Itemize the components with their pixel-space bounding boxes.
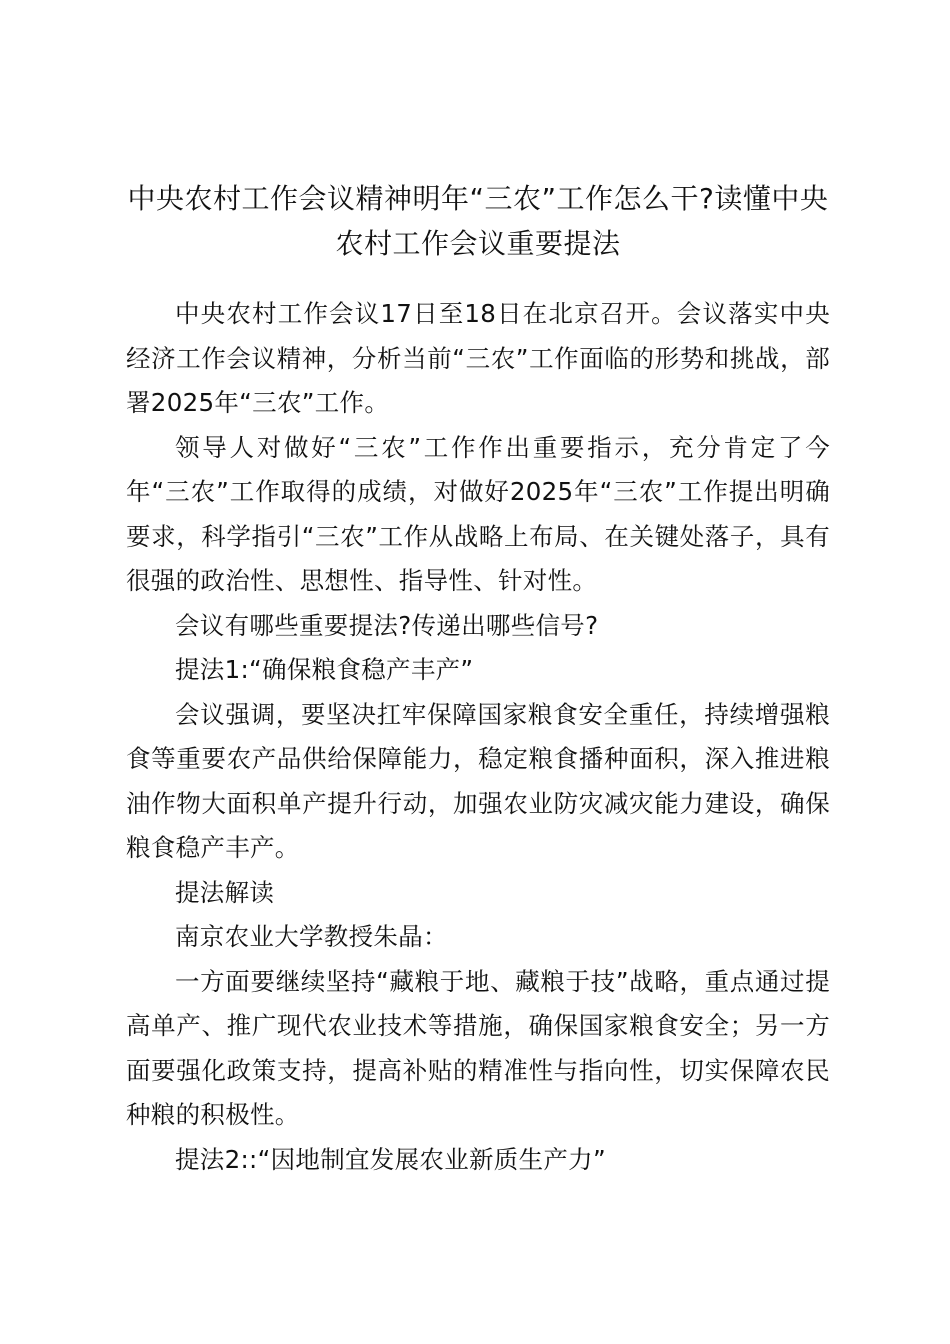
document-body xyxy=(126,292,830,1182)
section-heading-2: 提法2::“因地制宜发展农业新质生产力” xyxy=(175,1144,606,1174)
paragraph-question: 会议有哪些重要提法?传递出哪些信号? xyxy=(175,610,599,640)
paragraph-intro: 中央农村工作会议17日至18日在北京召开。会议落实中央经济工作会议精神，分析当前“三农”工作面临的形势和挑战，部署2025年“三农”工作。 xyxy=(126,299,830,417)
document-title: 中央农村工作会议精神明年“三农”工作怎么干?读懂中央农村工作会议重要提法 xyxy=(127,182,829,260)
section-heading-1: 提法1:“确保粮食稳产丰产” xyxy=(175,655,474,684)
interpretation-heading: 提法解读 xyxy=(175,877,275,907)
paragraph-grain-security: 会议强调，要坚决扛牢保障国家粮食安全重任，持续增强粮食等重要农产品供给保障能力，稳定粮食播种面积，深入推进粮油作物大面积单产提升行动，加强农业防灾减灾能力建设，确保粮食稳产丰产。 xyxy=(126,699,830,862)
paragraph-expert-comment: 一方面要继续坚持“藏粮于地、藏粮于技”战略，重点通过提高单产、推广现代农业技术等措施，确保国家粮食安全；另一方面要强化政策支持，提高补贴的精准性与指向性，切实保障农民种粮的积极性。 xyxy=(126,966,830,1129)
expert-attribution: 南京农业大学教授朱晶： xyxy=(175,922,448,951)
paragraph-instructions: 领导人对做好“三农”工作作出重要指示，充分肯定了今年“三农”工作取得的成绩，对做好2025年“三农”工作提出明确要求，科学指引“三农”工作从战略上布局、在关键处落子，具有很强的政治性、思想性、指导性、针对性。 xyxy=(126,432,830,595)
